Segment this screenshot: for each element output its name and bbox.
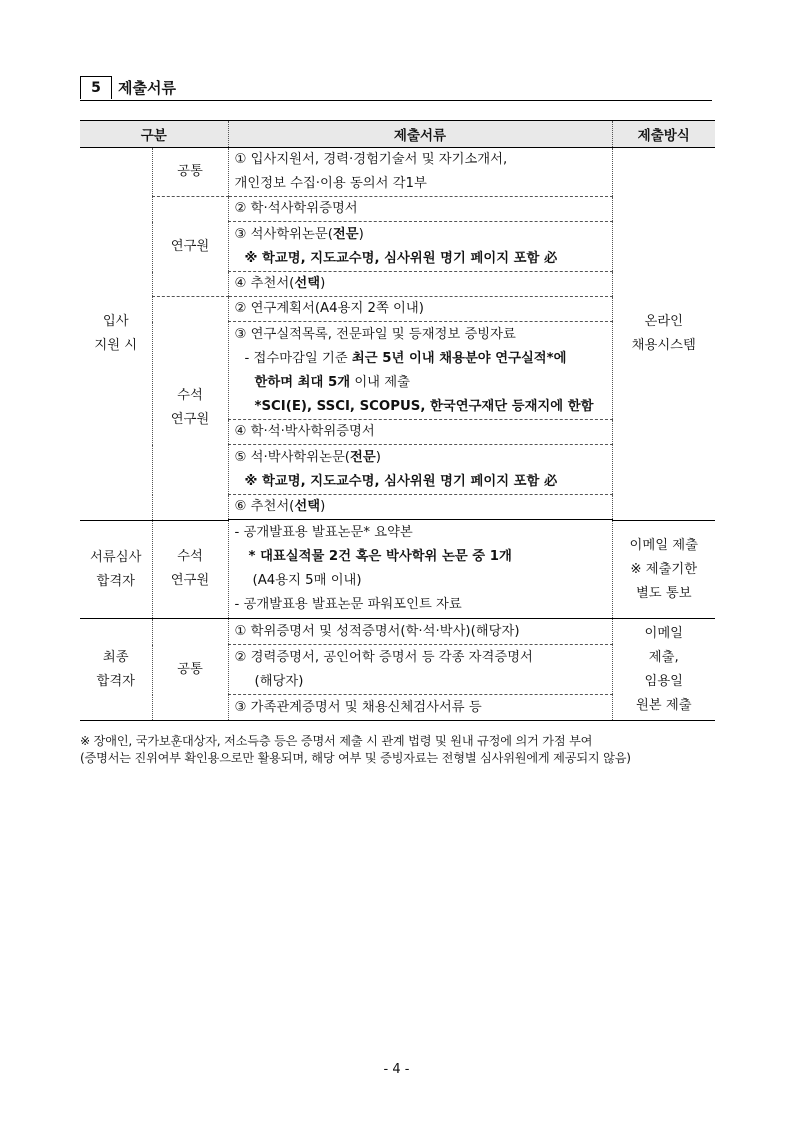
sub-senior-label: 수석 연구원 xyxy=(152,297,228,521)
page-number: - 4 - xyxy=(383,1062,410,1077)
senior-doc3: ③ 연구실적목록, 전문파일 및 등재정보 증빙자료 - 접수마감일 기준 최근 5년 이내 채용분야 연구실적*에 한하며 최대 5개 이내 제출 *SCI(E), SSCI, SCOPUS, 한국연구재단 등재지에 한함 xyxy=(228,322,612,420)
group-screening-label: 서류심사 합격자 xyxy=(80,521,152,619)
table-row xyxy=(80,148,715,197)
screening-sub-label: 수석 연구원 xyxy=(152,521,228,619)
screening-docs: - 공개발표용 발표논문* 요약본 * 대표실적물 2건 혹은 박사학위 논문 중 1개 (A4용지 5매 이내) - 공개발표용 발표논문 파워포인트 자료 xyxy=(228,521,612,619)
researcher-doc3: ③ 석사학위논문(전문) ※ 학교명, 지도교수명, 심사위원 명기 페이지 포함 必 xyxy=(228,222,612,272)
table-row xyxy=(80,619,715,645)
apply-method: 온라인 채용시스템 xyxy=(612,148,715,521)
senior-doc6: ⑥ 추천서(선택) xyxy=(228,495,612,520)
sub-researcher-label: 연구원 xyxy=(152,197,228,297)
header-category: 구분 xyxy=(80,121,228,148)
group-final-label: 최종 합격자 xyxy=(80,619,152,721)
table-row xyxy=(80,521,715,619)
group-apply-label: 입사 지원 시 xyxy=(80,148,152,521)
header-documents: 제출서류 xyxy=(228,121,612,148)
documents-table xyxy=(80,120,715,721)
sub-common-label: 공통 xyxy=(152,148,228,197)
section-header xyxy=(80,76,712,101)
table-header-row xyxy=(80,121,715,148)
final-doc3: ③ 가족관계증명서 및 채용신체검사서류 등 xyxy=(228,695,612,721)
screening-method: 이메일 제출 ※ 제출기한 별도 통보 xyxy=(612,521,715,619)
final-doc2: ② 경력증명서, 공인어학 증명서 등 각종 자격증명서 (해당자) xyxy=(228,645,612,695)
senior-doc4: ④ 학·석·박사학위증명서 xyxy=(228,420,612,445)
senior-doc5: ⑤ 석·박사학위논문(전문) ※ 학교명, 지도교수명, 심사위원 명기 페이지 포함 必 xyxy=(228,445,612,495)
final-method: 이메일 제출, 임용일 원본 제출 xyxy=(612,619,715,721)
footnotes xyxy=(80,733,720,767)
final-doc1: ① 학위증명서 및 성적증명서(학·석·박사)(해당자) xyxy=(228,619,612,645)
section-number: 5 xyxy=(80,76,112,99)
footnote-line: (증명서는 진위여부 확인용으로만 활용되며, 해당 여부 및 증빙자료는 전형별 심사위원에게 제공되지 않음) xyxy=(80,751,631,765)
researcher-doc4: ④ 추천서(선택) xyxy=(228,272,612,297)
footnote-line: ※ 장애인, 국가보훈대상자, 저소득층 등은 증명서 제출 시 관계 법령 및 원내 규정에 의거 가점 부여 xyxy=(80,734,593,748)
apply-common-docs: ① 입사지원서, 경력·경험기술서 및 자기소개서, 개인정보 수집·이용 동의서 각1부 xyxy=(228,148,612,197)
researcher-doc2: ② 학·석사학위증명서 xyxy=(228,197,612,222)
final-sub-label: 공통 xyxy=(152,619,228,721)
section-title: 제출서류 xyxy=(118,79,176,97)
senior-doc2: ② 연구계획서(A4용지 2쪽 이내) xyxy=(228,297,612,322)
header-method: 제출방식 xyxy=(612,121,715,148)
